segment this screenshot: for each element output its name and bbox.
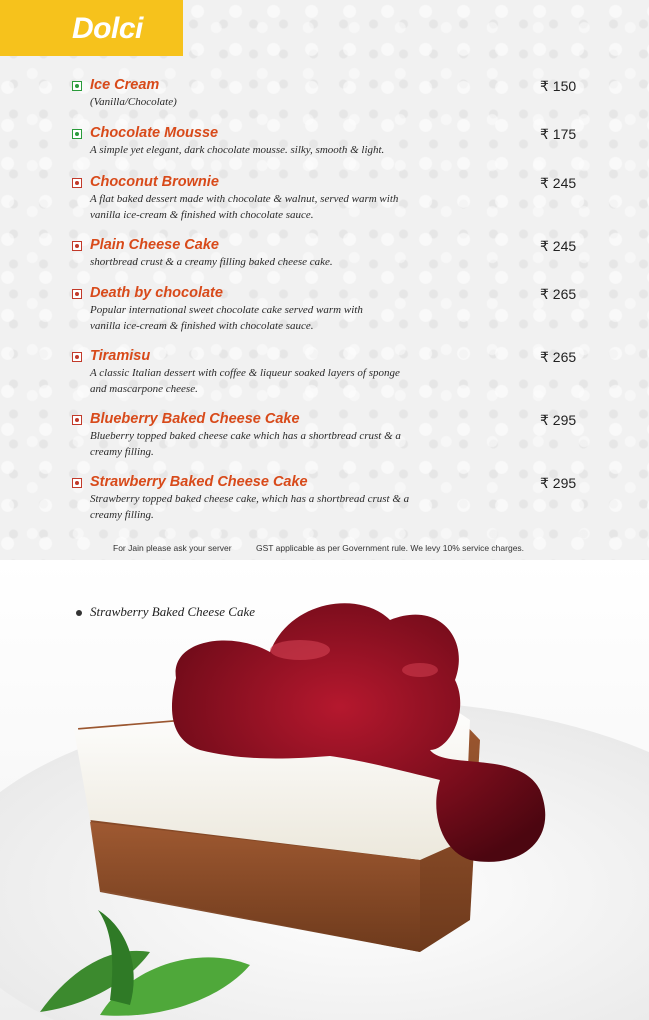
jain-note: For Jain please ask your server: [113, 543, 232, 553]
item-name: Tiramisu: [90, 348, 151, 364]
item-description: Blueberry topped baked cheese cake which has a shortbread crust & a creamy filling.: [90, 430, 401, 458]
item-name: Death by chocolate: [90, 285, 223, 301]
item-description: A classic Italian dessert with coffee & liqueur soaked layers of sponge and mascarpone cheese.: [90, 367, 400, 395]
item-description: Strawberry topped baked cheese cake, which has a shortbread crust & a creamy filling.: [90, 493, 410, 521]
item-price: ₹ 150: [540, 78, 577, 94]
item-name: Ice Cream: [90, 77, 160, 93]
item-price: ₹ 295: [540, 412, 577, 428]
veg-icon: [72, 81, 82, 91]
item-price: ₹ 265: [540, 349, 577, 365]
jam-highlight: [270, 640, 330, 660]
header-tab: [0, 0, 183, 56]
item-description: (Vanilla/Chocolate): [90, 96, 177, 108]
jam-highlight: [402, 663, 438, 677]
gst-note: GST applicable as per Government rule. We levy 10% service charges.: [256, 543, 525, 553]
bullet-icon: [76, 610, 82, 616]
item-name: Blueberry Baked Cheese Cake: [90, 411, 300, 427]
non-veg-icon: [72, 241, 82, 251]
item-name: Plain Cheese Cake: [90, 237, 219, 253]
photo-caption-text: Strawberry Baked Cheese Cake: [90, 604, 255, 619]
item-name: Choconut Brownie: [90, 174, 219, 190]
item-description: shortbread crust & a creamy filling baked cheese cake.: [90, 256, 333, 268]
page-title: Dolci: [72, 12, 143, 45]
item-price: ₹ 245: [540, 238, 577, 254]
veg-icon: [72, 129, 82, 139]
item-price: ₹ 175: [540, 126, 577, 142]
item-description: A simple yet elegant, dark chocolate mousse. silky, smooth & light.: [90, 144, 385, 156]
item-description: Popular international sweet chocolate cake served warm with vanilla ice-cream & finished with chocolate sauce.: [90, 304, 363, 332]
item-price: ₹ 295: [540, 475, 577, 491]
item-price: ₹ 265: [540, 286, 577, 302]
non-veg-icon: [72, 289, 82, 299]
non-veg-icon: [72, 352, 82, 362]
item-name: Chocolate Mousse: [90, 125, 219, 141]
cheesecake-image: [0, 560, 649, 1020]
non-veg-icon: [72, 178, 82, 188]
non-veg-icon: [72, 478, 82, 488]
item-description: A flat baked dessert made with chocolate & walnut, served warm with vanilla ice-cream & finished with chocolate sauce.: [90, 193, 399, 221]
photo-caption: [76, 604, 255, 620]
non-veg-icon: [72, 415, 82, 425]
item-price: ₹ 245: [540, 175, 577, 191]
dessert-photo: [0, 560, 649, 1020]
item-name: Strawberry Baked Cheese Cake: [90, 474, 308, 490]
